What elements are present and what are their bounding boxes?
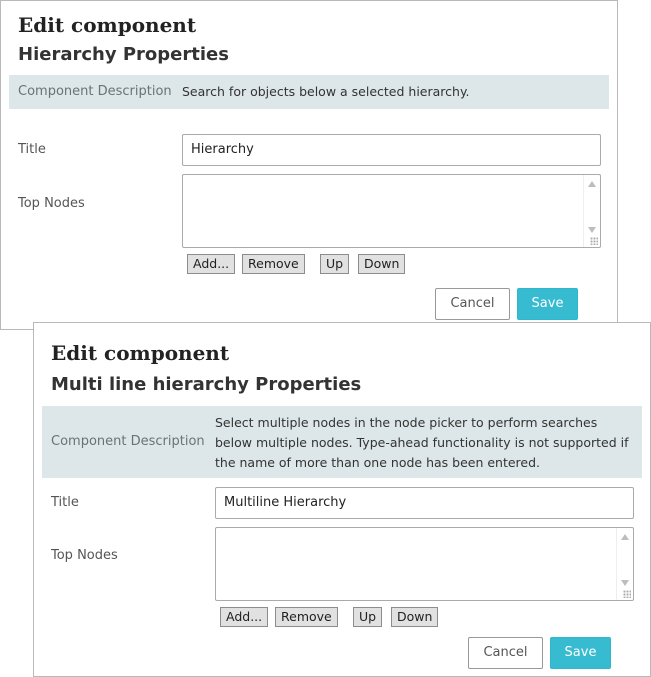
resize-grip-icon[interactable] [623,590,631,598]
component-description-band [42,406,642,478]
save-button[interactable]: Save [517,288,578,320]
dialog-subtitle: Hierarchy Properties [18,44,229,65]
move-up-button[interactable]: Up [320,254,349,274]
top-nodes-label: Top Nodes [51,548,118,563]
edit-component-dialog-multiline [33,322,651,677]
component-description-text: Search for objects below a selected hierarchy. [182,84,470,99]
add-node-button[interactable]: Add... [220,607,268,627]
title-input[interactable]: Multiline Hierarchy [215,487,634,519]
top-nodes-textarea[interactable] [215,527,634,601]
move-up-button[interactable]: Up [353,607,382,627]
cancel-button[interactable]: Cancel [468,637,543,669]
title-input[interactable]: Hierarchy [182,134,601,166]
scroll-up-arrow-icon[interactable] [621,534,629,540]
title-label: Title [51,495,79,510]
scroll-down-arrow-icon[interactable] [588,227,596,233]
move-down-button[interactable]: Down [358,254,405,274]
component-description-text: Select multiple nodes in the node picker to perform searches below multiple nodes. Type-ahead functionality is not supported if the name of more than one node has been entered. [215,415,629,470]
dialog-title: Edit component [18,13,197,37]
component-description-label: Component Description [18,84,172,99]
resize-grip-icon[interactable] [590,237,598,245]
dialog-subtitle: Multi line hierarchy Properties [51,374,362,395]
title-label: Title [18,142,46,157]
scroll-up-arrow-icon[interactable] [588,181,596,187]
move-down-button[interactable]: Down [391,607,438,627]
remove-node-button[interactable]: Remove [242,254,305,274]
component-description-label: Component Description [51,434,205,449]
edit-component-dialog-hierarchy [0,0,618,330]
save-button[interactable]: Save [550,637,611,669]
add-node-button[interactable]: Add... [187,254,235,274]
scroll-down-arrow-icon[interactable] [621,580,629,586]
top-nodes-textarea[interactable] [182,174,601,248]
dialog-title: Edit component [51,341,230,365]
top-nodes-label: Top Nodes [18,196,85,211]
remove-node-button[interactable]: Remove [275,607,338,627]
component-description-band [9,75,609,109]
cancel-button[interactable]: Cancel [435,288,510,320]
